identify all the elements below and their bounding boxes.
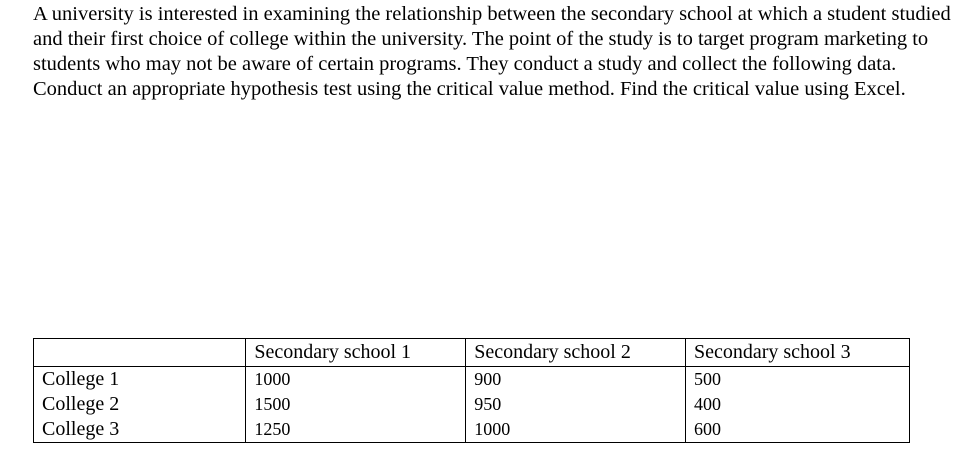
table-row — [34, 367, 910, 393]
table-cell: 950 — [466, 392, 686, 417]
table-row — [34, 417, 910, 443]
table-cell: 1250 — [246, 417, 466, 443]
table-cell: 1000 — [246, 367, 466, 393]
row-label: College 2 — [34, 392, 246, 417]
column-header: Secondary school 1 — [246, 339, 466, 367]
column-header: Secondary school 2 — [466, 339, 686, 367]
table-cell: 600 — [685, 417, 909, 443]
problem-statement: A university is interested in examining the relationship between the secondary school at which a student studied and their first choice of college within the university. The point of the study is to target program marketing to students who may not be aware of certain programs. They conduct a study and collect the following data. Conduct an appropriate hypothesis test using the critical value method. Find the critical value using Excel. — [33, 3, 951, 100]
row-label: College 3 — [34, 417, 246, 443]
table-header-row — [34, 339, 910, 367]
table-corner-cell — [34, 339, 246, 367]
table-row — [34, 392, 910, 417]
table-cell: 500 — [685, 367, 909, 393]
table-cell: 1000 — [466, 417, 686, 443]
row-label: College 1 — [34, 367, 246, 393]
table-cell: 1500 — [246, 392, 466, 417]
column-header: Secondary school 3 — [685, 339, 909, 367]
table-cell: 900 — [466, 367, 686, 393]
table-cell: 400 — [685, 392, 909, 417]
contingency-table — [33, 338, 910, 443]
